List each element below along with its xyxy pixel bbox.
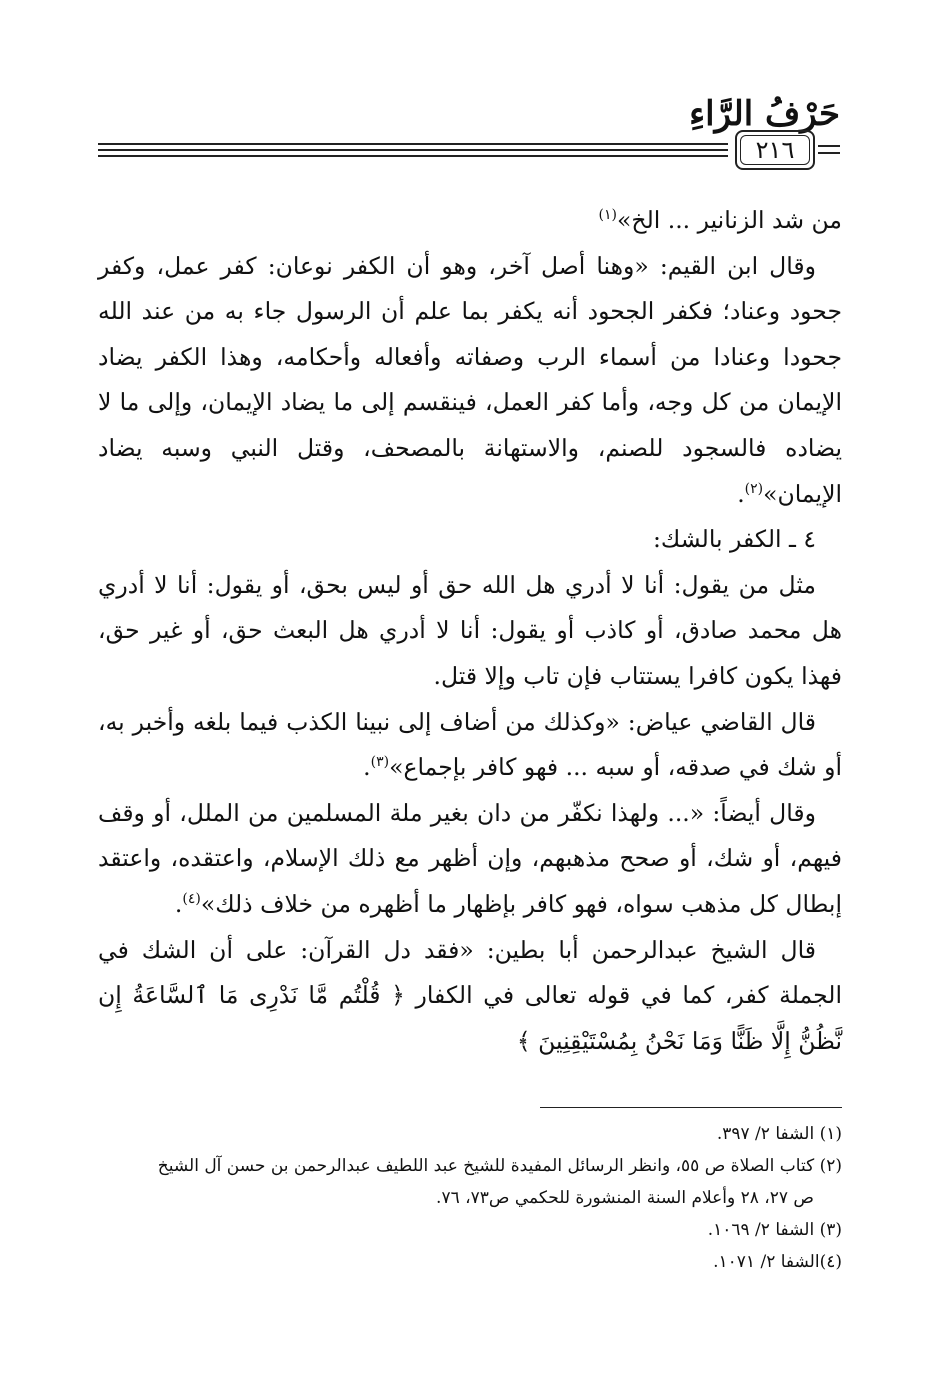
footnotes [98,1118,842,1278]
page-number: ٢١٦ [755,136,795,164]
paragraph-3: مثل من يقول: أنا لا أدري هل الله حق أو ليس بحق، أو يقول: أنا لا أدري هل محمد صادق، أو كاذب أو يقول: أنا لا أدري هل البعث حق، أو غير حق، فهذا يكون كافرا يستتاب فإن تاب وإلا قتل. [98,570,842,690]
footnote-1: (١) الشفا ٢/ ٣٩٧. [716,1124,842,1144]
footnote-ref-3: (٣) [370,754,390,771]
footnote-2-continuation: ص ٢٧، ٢٨ وأعلام السنة المنشورة للحكمي ص٧٣، ٧٦. [436,1188,814,1208]
footnote-3: (٣) الشفا ٢/ ١٠٦٩. [707,1220,842,1240]
paragraph-5 [98,791,842,928]
footnote-ref-1: (١) [598,207,618,224]
chapter-title: حَرْفُ الرَّاءِ [689,94,840,134]
paragraph-2-end: . [737,479,745,508]
paragraph-6 [98,928,842,1065]
footnote-ref-2: (٢) [744,480,764,497]
paragraph-4 [98,700,842,791]
main-text [98,198,842,1064]
footnote-separator [540,1107,842,1108]
paragraph-4-end: . [363,753,371,782]
header-ornament [818,145,840,159]
paragraph-5-text: وقال أيضاً: «... ولهذا نكفّر من دان بغير ملة المسلمين من الملل، أو وقف فيهم، أو شك، أو صحح مذهبهم، وإن أظهر مع ذلك الإسلام، واعتقده، واعتقد إبطال كل مذهب سواه، فهو كافر بإظهار ما أظهره من خلاف ذلك» [98,798,842,918]
page-number-box [735,130,815,170]
footnote-2: (٢) كتاب الصلاة ص ٥٥، وانظر الرسائل المفيدة للشيخ عبد اللطيف عبدالرحمن بن حسن آل الشيخ [157,1156,842,1176]
section-heading: ٤ ـ الكفر بالشك: [653,525,816,554]
paragraph-6-text: قال الشيخ عبدالرحمن أبا بطين: «فقد دل القرآن: على أن الشك في الجملة كفر، كما في قوله تعالى في الكفار [98,935,842,1010]
paragraph-2 [98,244,842,518]
paragraph-5-end: . [174,889,183,918]
paragraph-4-text: قال القاضي عياض: «وكذلك من أضاف إلى نبينا الكذب فيما بلغه وأخبر به، أو شك في صدقه، أو سبه ... فهو كافر بإجماع» [98,707,842,782]
quran-verse: ﴿ قُلْتُم مَّا نَدْرِى مَا ٱلسَّاعَةُ إِن نَّظُنُّ إِلَّا ظَنًّا وَمَا نَحْنُ بِمُسْتَيْقِنِينَ ﴾ [98,981,842,1055]
footnote-ref-4: (٤) [182,891,201,908]
paragraph-1-text: من شد الزنانير ... الخ» [617,206,842,234]
header-rule [98,143,728,157]
paragraph-2-text: وقال ابن القيم: «وهنا أصل آخر، وهو أن الكفر نوعان: كفر عمل، وكفر جحود وعناد؛ فكفر الجحود أنه يكفر بما علم أن الرسول جاء به من عند الله جحودا وعنادا من أسماء الرب وصفاته وأفعاله وأحكامه، وهذا الكفر يضاد الإيمان من كل وجه، وأما كفر العمل، فينقسم إلى ما يضاد الإيمان، وإلى ما لا يضاده فالسجود للصنم، والاستهانة بالمصحف، وقتل النبي وسبه يضاد الإيمان» [98,251,842,508]
footnote-4: (٤)الشفا ٢/ ١٠٧١. [713,1252,842,1272]
paragraph-1 [98,198,842,244]
